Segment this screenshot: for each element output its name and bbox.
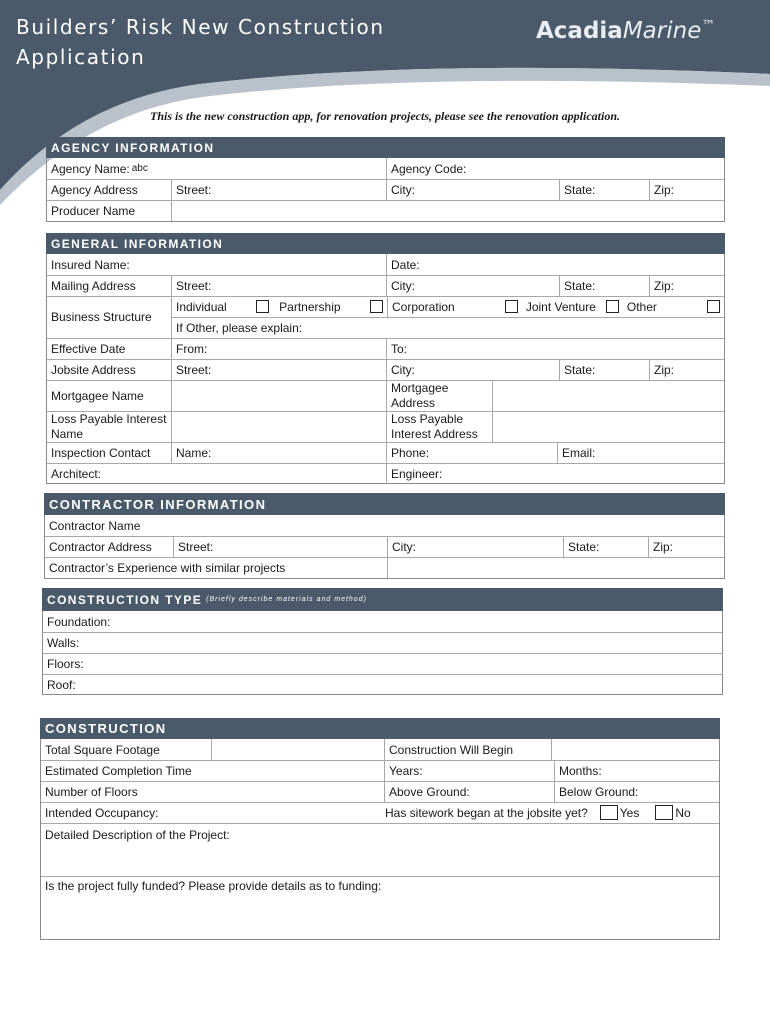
foundation-field[interactable]: Foundation:: [47, 614, 111, 629]
general-section-heading: GENERAL INFORMATION: [46, 233, 725, 254]
above-ground-field[interactable]: Above Ground:: [384, 781, 554, 802]
general-section: [46, 254, 725, 484]
partnership-checkbox[interactable]: [370, 300, 383, 313]
inspection-phone-field[interactable]: Phone:: [386, 442, 557, 463]
construction-type-heading: CONSTRUCTION TYPE (Briefly describe materials and method): [42, 588, 723, 611]
mortgagee-address-field[interactable]: [492, 380, 724, 411]
contractor-section: [44, 515, 725, 579]
loss-payable-name-label: Loss Payable Interest Name: [51, 411, 167, 441]
contractor-name-label: Contractor Name: [49, 518, 141, 533]
contractor-city-field[interactable]: City:: [387, 536, 563, 557]
below-ground-field[interactable]: Below Ground:: [554, 781, 719, 802]
insured-name-field[interactable]: Insured Name:: [51, 257, 130, 272]
other-explain-field[interactable]: If Other, please explain:: [171, 317, 724, 338]
contractor-street-field[interactable]: Street:: [173, 536, 387, 557]
agency-name-value: abc: [131, 163, 148, 174]
inspection-contact-label: Inspection Contact: [51, 445, 151, 460]
construction-type-section: [42, 611, 723, 695]
agency-zip-field[interactable]: Zip:: [649, 179, 724, 200]
agency-code-field[interactable]: Agency Code:: [386, 158, 724, 179]
mailing-zip-field[interactable]: Zip:: [649, 275, 724, 296]
loss-payable-address-label: Loss Payable Interest Address: [386, 411, 492, 442]
agency-section-heading: AGENCY INFORMATION: [46, 137, 725, 158]
construction-begin-field[interactable]: [551, 739, 719, 760]
title-line-2: Application: [16, 45, 146, 69]
loss-payable-name-field[interactable]: [171, 411, 386, 442]
producer-name-label: Producer Name: [51, 203, 136, 218]
inspection-email-field[interactable]: Email:: [557, 442, 724, 463]
option-corporation[interactable]: Corporation Joint Venture Other: [387, 296, 724, 317]
jobsite-state-field[interactable]: State:: [559, 359, 649, 380]
number-of-floors-label: Number of Floors: [45, 784, 138, 799]
jobsite-city-field[interactable]: City:: [386, 359, 559, 380]
corporation-checkbox[interactable]: [505, 300, 518, 313]
form-title: [16, 12, 385, 72]
funding-details-field[interactable]: Is the project fully funded? Please provide details as to funding:: [45, 879, 382, 893]
construction-begin-label: Construction Will Begin: [384, 739, 551, 760]
contractor-section-heading: CONTRACTOR INFORMATION: [44, 493, 725, 515]
jobsite-zip-field[interactable]: Zip:: [649, 359, 724, 380]
contractor-address-label: Contractor Address: [49, 539, 152, 554]
construction-type-subheading: (Briefly describe materials and method): [206, 596, 367, 603]
other-checkbox[interactable]: [707, 300, 720, 313]
contractor-name-field[interactable]: [175, 515, 724, 536]
option-individual[interactable]: Individual Partnership: [172, 296, 387, 317]
agency-address-label: Agency Address: [51, 182, 138, 197]
mortgagee-name-label: Mortgagee Name: [51, 388, 144, 403]
business-structure-label: Business Structure: [51, 310, 152, 324]
mortgagee-address-label: Mortgagee Address: [386, 380, 492, 411]
individual-checkbox[interactable]: [256, 300, 269, 313]
contractor-state-field[interactable]: State:: [563, 536, 648, 557]
square-footage-label: Total Square Footage: [45, 742, 160, 757]
engineer-field[interactable]: Engineer:: [386, 463, 724, 484]
joint-venture-checkbox[interactable]: [606, 300, 619, 313]
title-line-1: Builders’ Risk New Construction: [16, 15, 385, 39]
construction-section-heading: CONSTRUCTION: [40, 718, 720, 739]
sitework-no-checkbox[interactable]: [655, 805, 673, 820]
square-footage-field[interactable]: [211, 739, 384, 760]
effective-from-field[interactable]: From:: [171, 338, 386, 359]
construction-section: [40, 739, 720, 940]
intended-occupancy-field[interactable]: Intended Occupancy:: [45, 805, 159, 820]
mailing-city-field[interactable]: City:: [386, 275, 559, 296]
roof-field[interactable]: Roof:: [47, 677, 76, 692]
mortgagee-name-field[interactable]: [171, 380, 386, 411]
effective-to-field[interactable]: To:: [386, 338, 724, 359]
agency-street-field[interactable]: Street:: [171, 179, 386, 200]
floors-field[interactable]: Floors:: [47, 656, 84, 671]
inspection-name-field[interactable]: Name:: [171, 442, 386, 463]
intro-note: This is the new construction app, for renovation projects, please see the renovation application.: [149, 109, 620, 123]
jobsite-address-label: Jobsite Address: [51, 362, 136, 377]
completion-months-field[interactable]: Months:: [554, 760, 719, 781]
date-field[interactable]: Date:: [386, 254, 724, 275]
contractor-experience-field[interactable]: [387, 557, 724, 578]
acadia-marine-logo: AcadiaMarine™: [536, 18, 716, 44]
agency-city-field[interactable]: City:: [386, 179, 559, 200]
jobsite-street-field[interactable]: Street:: [171, 359, 386, 380]
producer-name-field[interactable]: [171, 200, 724, 221]
architect-field[interactable]: Architect:: [51, 466, 102, 481]
completion-time-label: Estimated Completion Time: [45, 763, 192, 778]
agency-name-field[interactable]: Agency Name: abc: [51, 161, 148, 176]
loss-payable-address-field[interactable]: [492, 411, 724, 442]
sitework-question: Has sitework began at the jobsite yet? Yes No: [385, 805, 691, 820]
mailing-state-field[interactable]: State:: [559, 275, 649, 296]
mailing-address-label: Mailing Address: [51, 278, 136, 293]
mailing-street-field[interactable]: Street:: [171, 275, 386, 296]
effective-date-label: Effective Date: [51, 341, 126, 356]
completion-years-field[interactable]: Years:: [384, 760, 554, 781]
agency-section: [46, 158, 725, 222]
contractor-zip-field[interactable]: Zip:: [648, 536, 724, 557]
agency-state-field[interactable]: State:: [559, 179, 649, 200]
walls-field[interactable]: Walls:: [47, 635, 80, 650]
project-description-field[interactable]: Detailed Description of the Project:: [45, 828, 230, 842]
sitework-yes-checkbox[interactable]: [600, 805, 618, 820]
contractor-experience-label: Contractor’s Experience with similar projects: [49, 560, 286, 575]
